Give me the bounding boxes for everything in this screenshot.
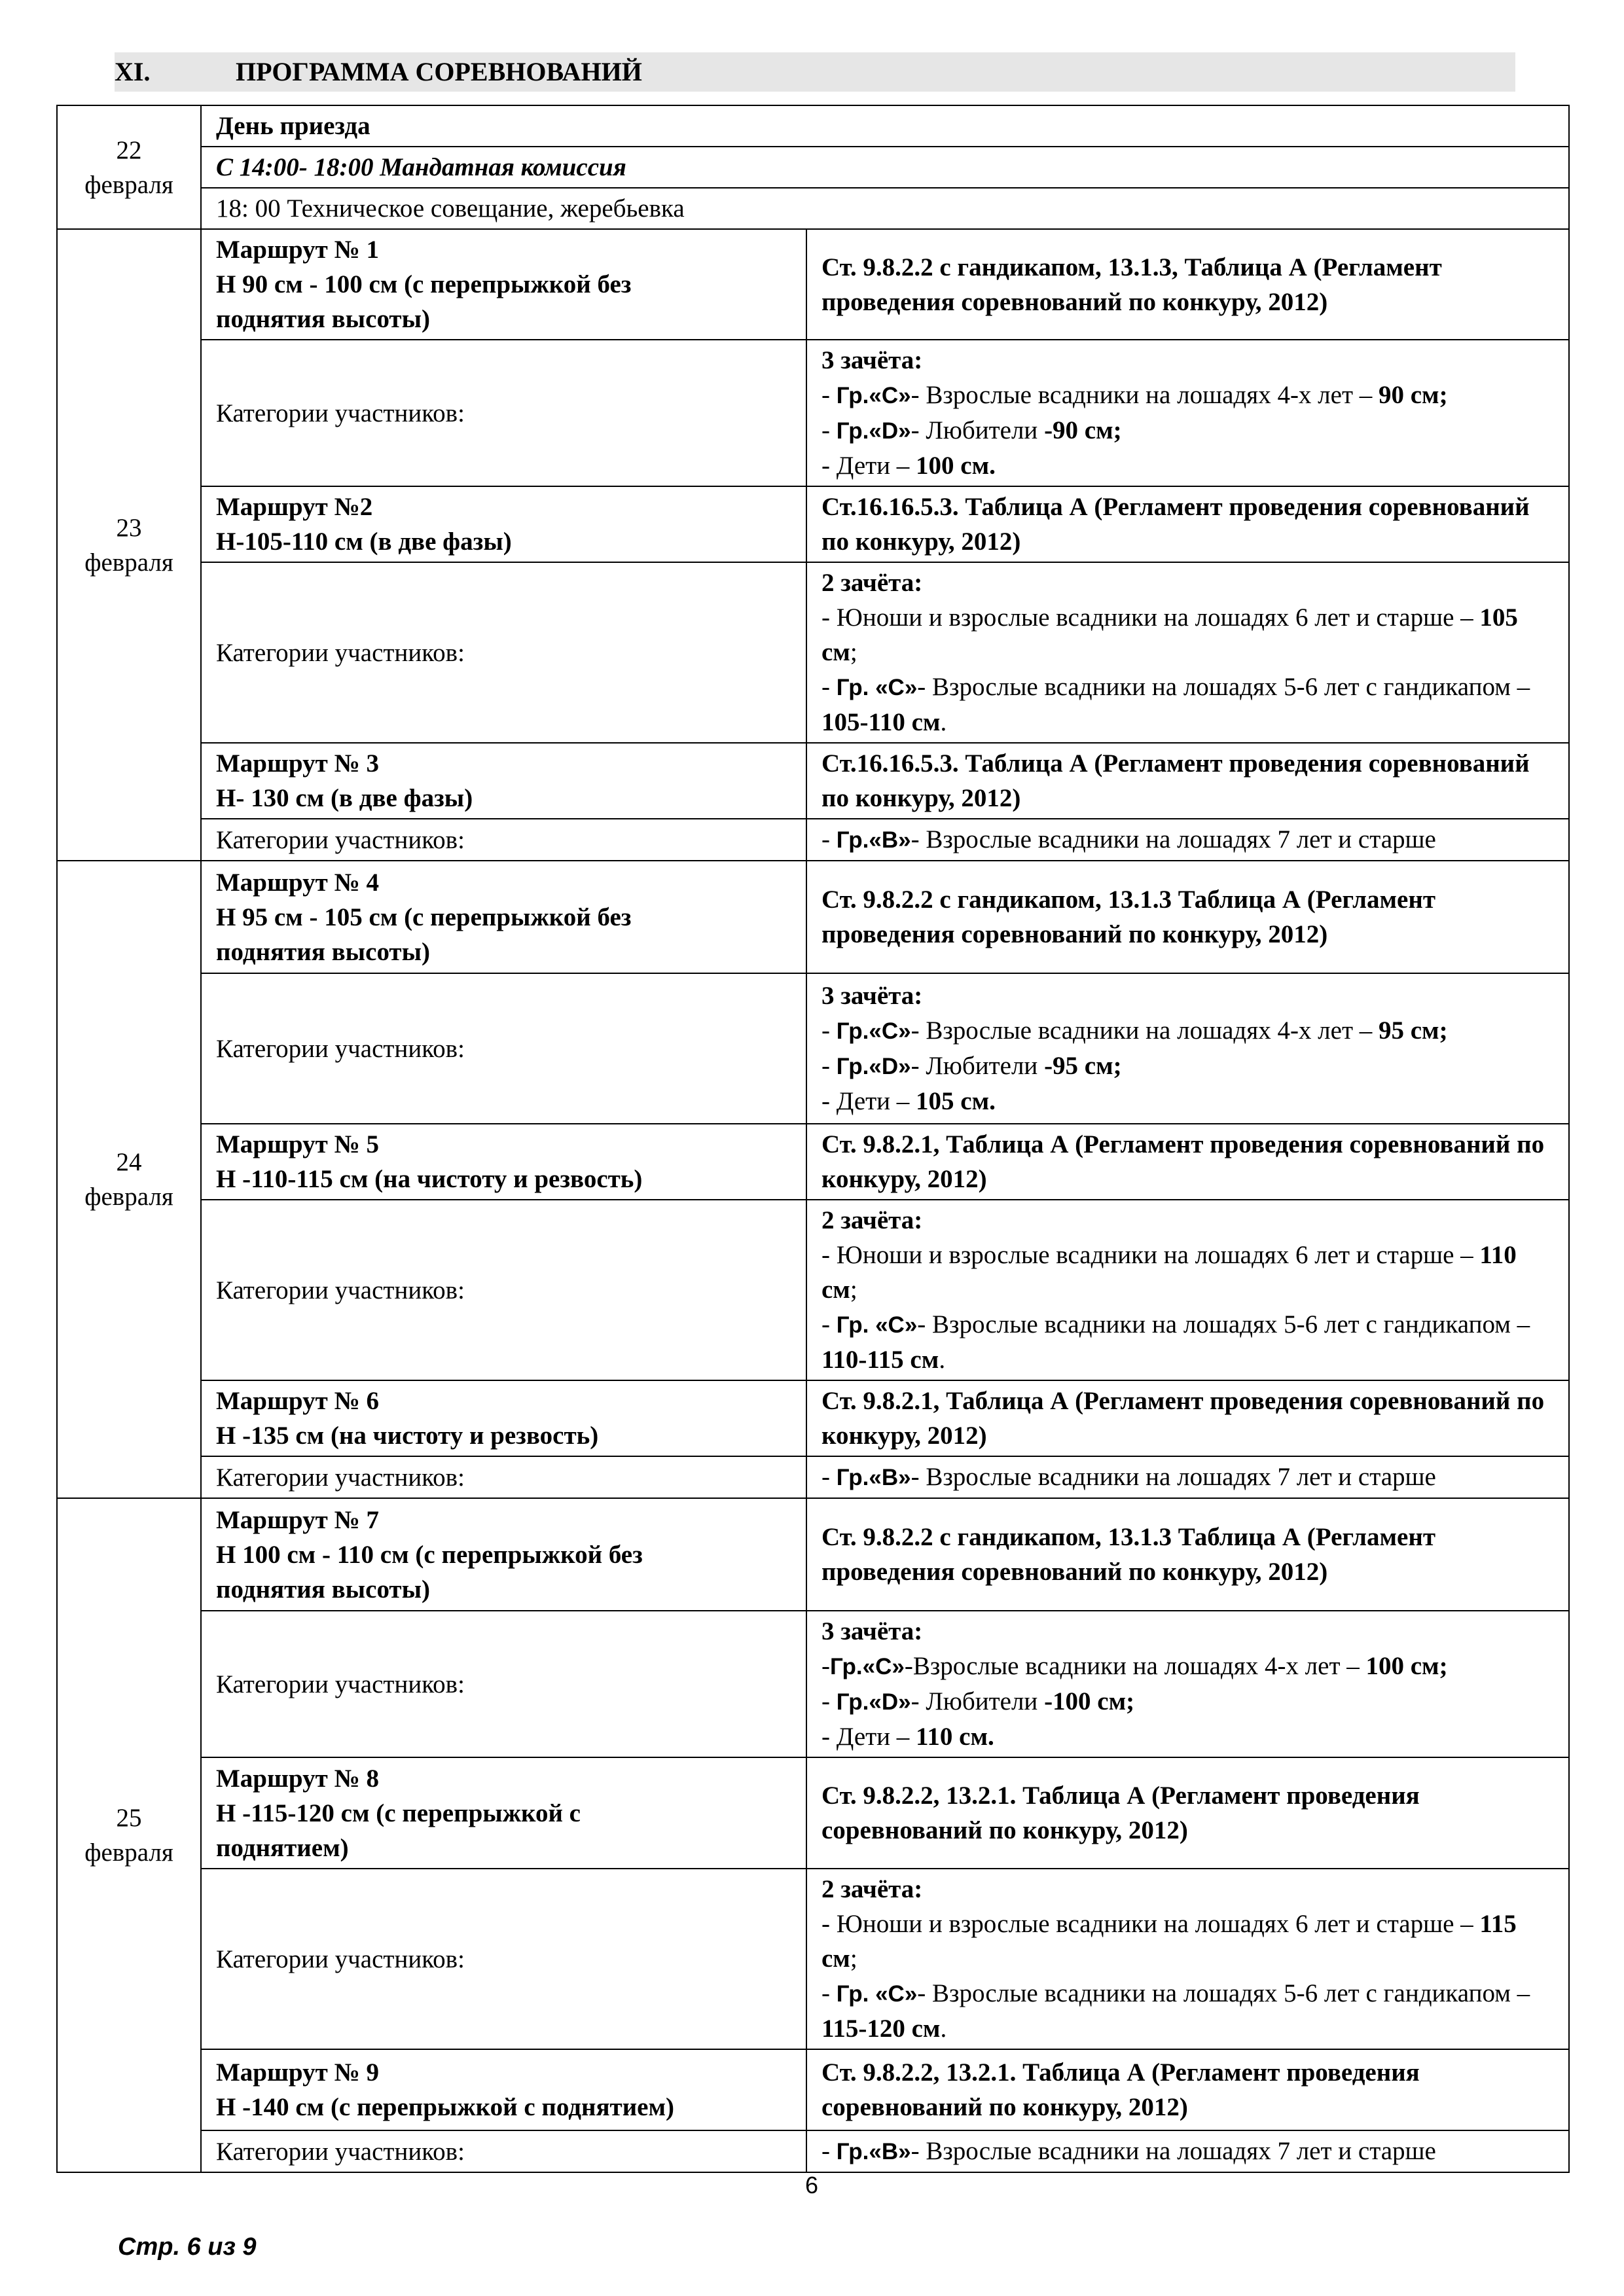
table-row: [57, 973, 1569, 1124]
category-line: - Дети – 110 см.: [821, 1723, 994, 1751]
zachet-count: 3 зачёта:: [821, 346, 923, 374]
date-month: февраля: [84, 1839, 173, 1867]
group-d: Гр.«D»: [836, 418, 911, 444]
date-cell: [57, 861, 201, 1498]
route-name: Маршрут № 8: [216, 1764, 379, 1793]
rule-cell: Ст.16.16.5.3. Таблица А (Регламент проведения соревнований по конкуру, 2012): [806, 743, 1569, 819]
route-height: Н 100 см - 110 см (с перепрыжкой без: [216, 1540, 643, 1569]
category-line: - Юноши и взрослые всадники на лошадях 6 лет и старше – 105 см;: [821, 603, 1518, 666]
table-row: [57, 2049, 1569, 2130]
section-number: XI.: [115, 57, 151, 86]
rule-cell: Ст. 9.8.2.2 с гандикапом, 13.1.3 Таблица А (Регламент проведения соревнований по конкуру, 2012): [806, 1498, 1569, 1611]
route-height: Н- 130 см (в две фазы): [216, 784, 473, 812]
categories-label: Категории участников:: [201, 1869, 806, 2049]
table-row: [57, 819, 1569, 861]
route-name: Маршрут № 7: [216, 1505, 379, 1534]
group-c: Гр. «С»: [836, 1312, 918, 1338]
group-c: Гр.«С»: [830, 1654, 905, 1679]
route-name: Маршрут №2: [216, 493, 373, 521]
categories-label: Категории участников:: [201, 2130, 806, 2172]
categories-cell: [806, 1200, 1569, 1380]
route-name: Маршрут № 1: [216, 236, 379, 264]
group-d: Гр.«D»: [836, 1689, 911, 1715]
route-cell: [201, 1124, 806, 1200]
categories-label: Категории участников:: [201, 973, 806, 1124]
rule-cell: Ст. 9.8.2.2 с гандикапом, 13.1.3, Таблица А (Регламент проведения соревнований по конкуру, 2012): [806, 229, 1569, 340]
rule-cell: Ст.16.16.5.3. Таблица А (Регламент проведения соревнований по конкуру, 2012): [806, 486, 1569, 562]
zachet-count: 2 зачёта:: [821, 569, 923, 597]
technical-meeting: 18: 00 Техническое совещание, жеребьевка: [201, 188, 1569, 229]
category-line: - Гр.«D»- Любители -100 см;: [821, 1687, 1135, 1715]
category-line: - Гр. «С»- Взрослые всадники на лошадях 5-6 лет с гандикапом – 105-110 см.: [821, 673, 1530, 736]
rule-cell: Ст. 9.8.2.1, Таблица А (Регламент проведения соревнований по конкуру, 2012): [806, 1124, 1569, 1200]
group-c: Гр. «С»: [836, 1981, 918, 2007]
rule-cell: Ст. 9.8.2.2, 13.2.1. Таблица А (Регламент проведения соревнований по конкуру, 2012): [806, 1757, 1569, 1869]
arrival-day: День приезда: [201, 105, 1569, 147]
rule-cell: Ст. 9.8.2.1, Таблица А (Регламент проведения соревнований по конкуру, 2012): [806, 1380, 1569, 1456]
categories-cell: - Гр.«В»- Взрослые всадники на лошадях 7 лет и старше: [806, 1456, 1569, 1498]
table-row: [57, 1200, 1569, 1380]
categories-label: Категории участников:: [201, 819, 806, 861]
section-title: ПРОГРАММА СОРЕВНОВАНИЙ: [236, 57, 642, 86]
group-c: Гр.«С»: [836, 383, 911, 408]
table-row: [57, 562, 1569, 743]
categories-cell: [806, 1869, 1569, 2049]
route-height-cont: поднятия высоты): [216, 937, 431, 966]
rule-cell: Ст. 9.8.2.2, 13.2.1. Таблица А (Регламент проведения соревнований по конкуру, 2012): [806, 2049, 1569, 2130]
group-d: Гр.«D»: [836, 1054, 911, 1079]
category-line: - Дети – 100 см.: [821, 452, 996, 480]
section-header: [115, 52, 1515, 92]
date-day: 25: [116, 1804, 142, 1832]
group-b: Гр.«В»: [836, 827, 911, 853]
category-line: -Гр.«С»-Взрослые всадники на лошадях 4-х лет – 100 см;: [821, 1652, 1448, 1680]
table-row: [57, 229, 1569, 340]
date-month: февраля: [84, 548, 173, 577]
group-c: Гр. «С»: [836, 675, 918, 700]
category-line: - Гр.«D»- Любители -95 см;: [821, 1052, 1122, 1080]
table-row: [57, 105, 1569, 147]
table-row: [57, 1757, 1569, 1869]
category-line: - Гр.«D»- Любители -90 см;: [821, 416, 1122, 444]
route-cell: [201, 1380, 806, 1456]
category-line: - Гр.«С»- Взрослые всадники на лошадях 4-х лет – 90 см;: [821, 381, 1448, 409]
table-row: [57, 2130, 1569, 2172]
categories-label: Категории участников:: [201, 1456, 806, 1498]
route-cell: [201, 861, 806, 973]
categories-cell: - Гр.«В»- Взрослые всадники на лошадях 7 лет и старше: [806, 819, 1569, 861]
route-height-cont: поднятием): [216, 1833, 349, 1862]
route-height: Н 95 см - 105 см (с перепрыжкой без: [216, 903, 632, 931]
categories-cell: [806, 973, 1569, 1124]
categories-cell: [806, 562, 1569, 743]
date-day: 23: [116, 513, 142, 542]
table-row: [57, 188, 1569, 229]
program-table: [56, 105, 1570, 2173]
route-cell: [201, 486, 806, 562]
date-month: февраля: [84, 1183, 173, 1211]
route-height: Н-105-110 см (в две фазы): [216, 528, 512, 556]
zachet-count: 2 зачёта:: [821, 1206, 923, 1234]
route-name: Маршрут № 5: [216, 1130, 379, 1158]
date-month: февраля: [84, 170, 173, 199]
route-cell: [201, 1498, 806, 1611]
table-row: [57, 1869, 1569, 2049]
table-row: [57, 1124, 1569, 1200]
categories-label: Категории участников:: [201, 1611, 806, 1757]
route-name: Маршрут № 6: [216, 1387, 379, 1415]
rule-cell: Ст. 9.8.2.2 с гандикапом, 13.1.3 Таблица А (Регламент проведения соревнований по конкуру, 2012): [806, 861, 1569, 973]
table-row: [57, 1456, 1569, 1498]
table-row: [57, 486, 1569, 562]
category-line: - Гр. «С»- Взрослые всадники на лошадях 5-6 лет с гандикапом – 110-115 см.: [821, 1310, 1530, 1374]
table-row: [57, 1498, 1569, 1611]
zachet-count: 3 зачёта:: [821, 1617, 923, 1645]
route-name: Маршрут № 4: [216, 868, 379, 897]
categories-cell: - Гр.«В»- Взрослые всадники на лошадях 7 лет и старше: [806, 2130, 1569, 2172]
route-cell: [201, 2049, 806, 2130]
date-cell: [57, 105, 201, 229]
category-line: - Юноши и взрослые всадники на лошадях 6 лет и старше – 115 см;: [821, 1910, 1517, 1973]
route-height: Н -135 см (на чистоту и резвость): [216, 1422, 599, 1450]
categories-label: Категории участников:: [201, 1200, 806, 1380]
table-row: [57, 1380, 1569, 1456]
route-height: Н -115-120 см (с перепрыжкой с: [216, 1799, 581, 1827]
route-height-cont: поднятия высоты): [216, 305, 431, 333]
route-height: Н 90 см - 100 см (с перепрыжкой без: [216, 270, 632, 298]
group-b: Гр.«В»: [836, 1465, 911, 1490]
category-line: - Гр.«С»- Взрослые всадники на лошадях 4-х лет – 95 см;: [821, 1016, 1448, 1045]
table-row: [57, 147, 1569, 188]
mandate-commission: С 14:00- 18:00 Мандатная комиссия: [201, 147, 1569, 188]
date-day: 24: [116, 1148, 142, 1176]
categories-label: Категории участников:: [201, 340, 806, 486]
route-name: Маршрут № 9: [216, 2058, 379, 2087]
categories-cell: [806, 340, 1569, 486]
route-cell: [201, 1757, 806, 1869]
table-row: [57, 340, 1569, 486]
category-line: - Гр. «С»- Взрослые всадники на лошадях 5-6 лет с гандикапом – 115-120 см.: [821, 1979, 1530, 2043]
page-footer: Стр. 6 из 9: [118, 2233, 257, 2261]
category-line: - Юноши и взрослые всадники на лошадях 6 лет и старше – 110 см;: [821, 1241, 1517, 1304]
date-cell: [57, 229, 201, 861]
route-name: Маршрут № 3: [216, 749, 379, 778]
categories-label: Категории участников:: [201, 562, 806, 743]
route-cell: [201, 229, 806, 340]
group-c: Гр.«С»: [836, 1018, 911, 1044]
table-row: [57, 1611, 1569, 1757]
categories-cell: [806, 1611, 1569, 1757]
date-day: 22: [116, 135, 142, 164]
route-cell: [201, 743, 806, 819]
zachet-count: 3 зачёта:: [821, 982, 923, 1010]
route-height: Н -140 см (с перепрыжкой с поднятием): [216, 2093, 675, 2121]
table-row: [57, 743, 1569, 819]
zachet-count: 2 зачёта:: [821, 1875, 923, 1903]
group-b: Гр.«В»: [836, 2139, 911, 2164]
route-height-cont: поднятия высоты): [216, 1575, 431, 1604]
category-line: - Дети – 105 см.: [821, 1087, 996, 1115]
page-number: 6: [804, 2172, 819, 2198]
date-cell: [57, 1498, 201, 2172]
route-height: Н -110-115 см (на чистоту и резвость): [216, 1165, 643, 1193]
table-row: [57, 861, 1569, 973]
